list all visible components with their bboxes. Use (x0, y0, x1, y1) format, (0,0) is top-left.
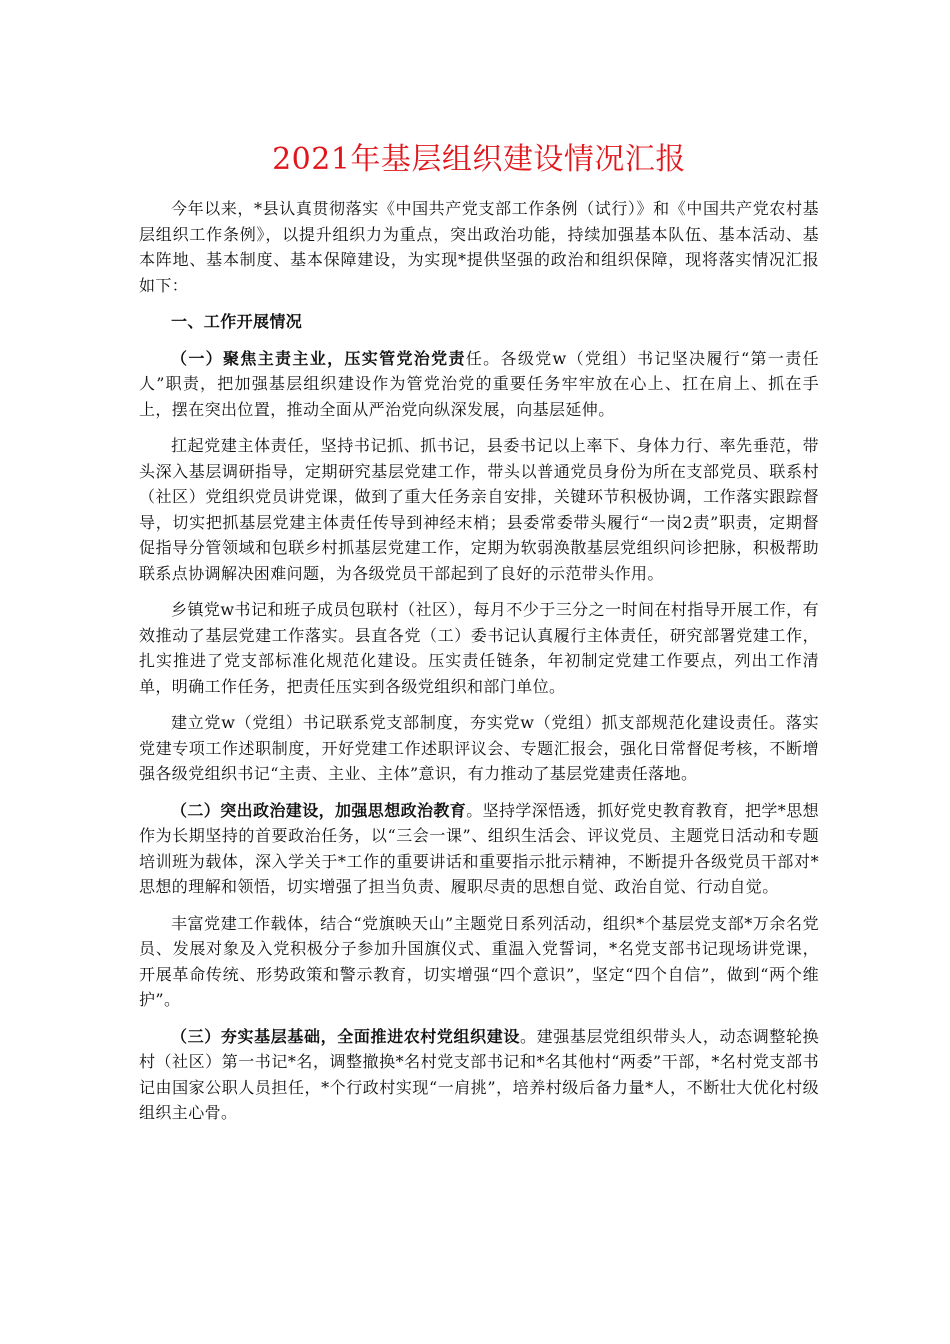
paragraph-3: 乡镇党w书记和班子成员包联村（社区），每月不少于三分之一时间在村指导开展工作，有效推动了基层党建工作落实。县直各党（工）委书记认真履行主体责任，研究部署党建工作，扎实推进了党支部标准化规范化建设。压实责任链条，年初制定党建工作要点，列出工作清单，明确工作任务，把责任压实到各级党组织和部门单位。 (139, 600, 819, 696)
subsection-2-paragraph (139, 798, 819, 900)
subsection-1-heading: （一）聚焦主责主业，压实管党治党责 (171, 348, 466, 368)
subsection-3-paragraph (139, 1024, 819, 1126)
paragraph-2: 扛起党建主体责任，坚持书记抓、抓书记，县委书记以上率下、身体力行、率先垂范，带头深入基层调研指导，定期研究基层党建工作，带头以普通党员身份为所在支部党员、联系村（社区）党组织党员讲党课，做到了重大任务亲自安排，关键环节积极协调，工作落实跟踪督导，切实把抓基层党建主体责任传导到神经末梢；县委常委带头履行“一岗2责”职责，定期督促指导分管领域和包联乡村抓基层党建工作，定期为软弱涣散基层党组织问诊把脉，积极帮助联系点协调解决困难问题，为各级党员干部起到了良好的示范带头作用。 (139, 436, 819, 583)
subsection-2-body: 。坚持学深悟透，抓好党史教育教育，把学*思想作为长期坚持的首要政治任务，以“三会一课”、组织生活会、评议党员、主题党日活动和专题培训班为载体，深入学关于*工作的重要讲话和重要指示批示精神，不断提升各级党员干部对*思想的理解和领悟，切实增强了担当负责、履职尽责的思想自觉、政治自觉、行动自觉。 (139, 800, 820, 896)
subsection-1-paragraph (139, 346, 819, 423)
subsection-3-body: 。建强基层党组织带头人，动态调整轮换村（社区）第一书记*名，调整撤换*名村党支部书记和*名其他村“两委”干部，*名村党支部书记由国家公职人员担任，*个行政村实现“一肩挑”，培养村级后备力量*人，不断壮大优化村级组织主心骨。 (139, 1026, 820, 1122)
subsection-3-heading: （三）夯实基层基础，全面推进农村党组织建设 (171, 1026, 521, 1046)
intro-paragraph: 今年以来，*县认真贯彻落实《中国共产党支部工作条例（试行）》和《中国共产党农村基层组织工作条例》，以提升组织力为重点，突出政治功能，持续加强基本队伍、基本活动、基本阵地、基本制度、基本保障建设，为实现*提供坚强的政治和组织保障，现将落实情况汇报如下： (139, 199, 819, 295)
paragraph-4: 建立党w（党组）书记联系党支部制度，夯实党w（党组）抓支部规范化建设责任。落实党建专项工作述职制度，开好党建工作述职评议会、专题汇报会，强化日常督促考核，不断增强各级党组织书记“主责、主业、主体”意识，有力推动了基层党建责任落地。 (139, 713, 819, 783)
document-body (139, 138, 819, 1137)
subsection-1-body: 任。各级党w（党组）书记坚决履行“第一责任人”职责，把加强基层组织建设作为管党治党的重要任务牢牢放在心上、扛在肩上、抓在手上，摆在突出位置，推动全面从严治党向纵深发展，向基层延伸。 (139, 348, 819, 419)
subsection-2-heading: （二）突出政治建设，加强思想政治教育 (171, 800, 467, 820)
document-title: 2021年基层组织建设情况汇报 (272, 142, 686, 177)
paragraph-6: 丰富党建工作载体，结合“党旗映天山”主题党日系列活动，组织*个基层党支部*万余名党员、发展对象及入党积极分子参加升国旗仪式、重温入党誓词，*名党支部书记现场讲党课，开展革命传统、形势政策和警示教育，切实增强“四个意识”，坚定“四个自信”，做到“两个维护”。 (139, 913, 819, 1009)
section-heading-1: 一、工作开展情况 (171, 312, 303, 331)
